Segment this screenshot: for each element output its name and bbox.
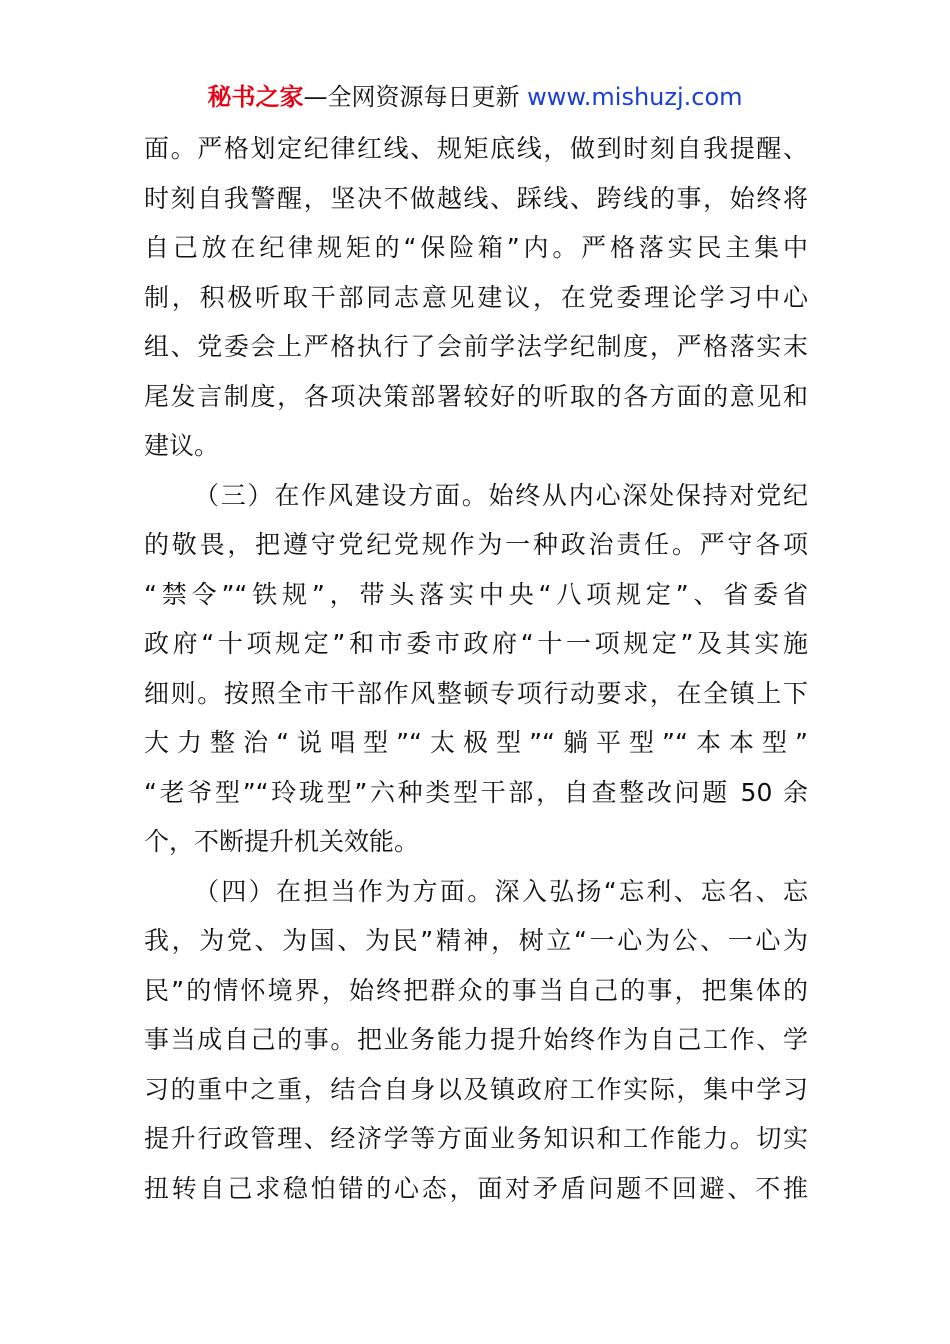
text-line: 的敬畏，把遵守党纪党规作为一种政治责任。严守各项 <box>144 530 808 559</box>
text-line: 提升行政管理、经济学等方面业务知识和工作能力。切实 <box>144 1124 808 1153</box>
text-line: 扭转自己求稳怕错的心态，面对矛盾问题不回避、不推 <box>144 1173 808 1203</box>
site-header <box>0 80 950 114</box>
section-heading-line: （三）在作风建设方面。始终从内心深处保持对党纪 <box>194 480 808 510</box>
text-line: 习的重中之重，结合自身以及镇政府工作实际，集中学习 <box>144 1074 808 1104</box>
text-line: 我，为党、为国、为民”精神，树立“一心为公、一心为 <box>144 926 808 955</box>
text-line: 民”的情怀境界，始终把群众的事当自己的事，把集体的 <box>144 975 808 1005</box>
text-line: “老爷型”“玲珑型”六种类型干部，自查整改问题 50 余 <box>144 777 808 807</box>
text-line: 事当成自己的事。把业务能力提升始终作为自己工作、学 <box>144 1025 808 1054</box>
text-line: 政府“十项规定”和市委市政府“十一项规定”及其实施 <box>144 629 808 658</box>
text-line: 组、党委会上严格执行了会前学法学纪制度，严格落实末 <box>144 332 808 361</box>
text-line: 面。严格划定纪律红线、规矩底线，做到时刻自我提醒、 <box>144 134 808 163</box>
text-line: “禁令”“铁规”，带头落实中央“八项规定”、省委省 <box>144 579 808 609</box>
section-heading-line: （四）在担当作为方面。深入弘扬“忘利、忘名、忘 <box>194 876 808 906</box>
text-line: 时刻自我警醒，坚决不做越线、踩线、跨线的事，始终将 <box>144 183 808 213</box>
site-brand: 秘书之家 <box>207 83 304 111</box>
text-line: 自己放在纪律规矩的“保险箱”内。严格落实民主集中 <box>144 233 808 262</box>
text-line: 个，不断提升机关效能。 <box>144 827 420 856</box>
site-url-link[interactable]: www.mishuzj.com <box>527 83 743 111</box>
document-body <box>144 124 808 1213</box>
text-line: 建议。 <box>144 431 220 460</box>
text-line: 细则。按照全市干部作风整顿专项行动要求，在全镇上下 <box>144 678 808 708</box>
text-line: 制，积极听取干部同志意见建议，在党委理论学习中心 <box>144 282 808 312</box>
text-line: 尾发言制度，各项决策部署较好的听取的各方面的意见和 <box>144 381 808 411</box>
site-tagline: —全网资源每日更新 <box>303 83 520 111</box>
text-line: 大力整治“说唱型”“太极型”“躺平型”“本本型” <box>144 728 808 757</box>
